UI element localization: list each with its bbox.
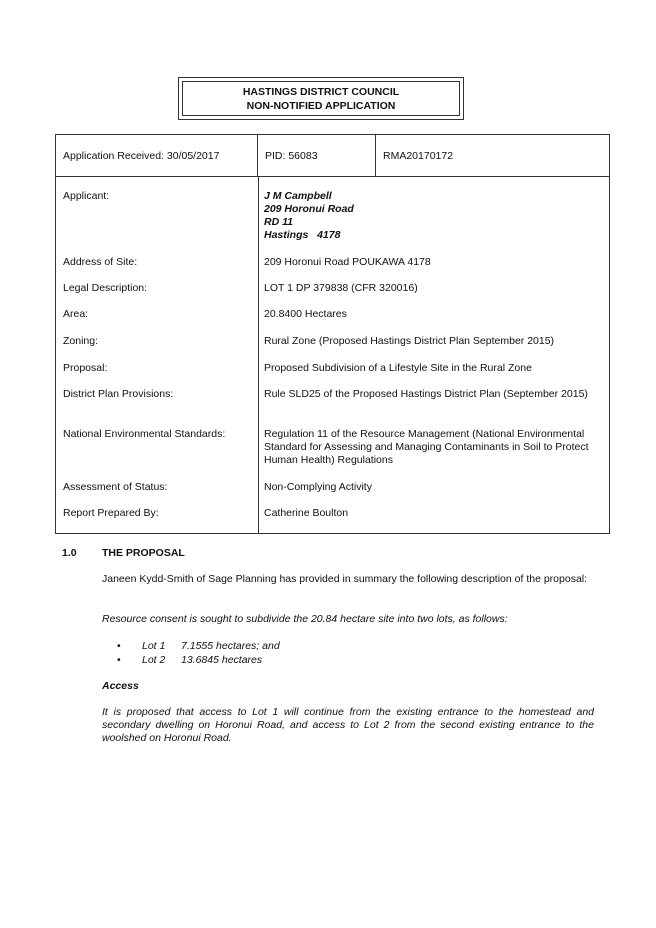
nes-value: Regulation 11 of the Resource Management (National Environmental Standard for Assessing and Managing Contaminants in Soil to Protect Human Health) Regulations: [264, 428, 589, 466]
status-value: Non-Complying Activity: [264, 481, 372, 493]
applicant-name: J M Campbell: [264, 190, 332, 202]
consent-text: Resource consent is sought to subdivide the 20.84 hectare site into two lots, as follows:: [102, 613, 508, 625]
table-header-row: [56, 135, 609, 177]
application-type: NON-NOTIFIED APPLICATION: [246, 99, 396, 112]
pid: PID: 56083: [258, 135, 376, 176]
district-plan-value: Rule SLD25 of the Proposed Hastings District Plan (September 2015): [264, 388, 588, 400]
lot-area: 7.1555 hectares; and: [181, 640, 280, 652]
district-plan-label: District Plan Provisions:: [63, 388, 174, 400]
area-value: 20.8400 Hectares: [264, 308, 347, 320]
legal-description-label: Legal Description:: [63, 282, 148, 294]
bullet-icon: •: [117, 640, 121, 652]
nes-label: National Environmental Standards:: [63, 428, 226, 440]
applicant-street: 209 Horonui Road: [264, 203, 354, 215]
zoning-label: Zoning:: [63, 335, 99, 347]
access-text: It is proposed that access to Lot 1 will continue from the existing entrance to the homestead and secondary dwelling on Horonui Road, and access to Lot 2 from the second existing entrance to the woolshed on Horonui Road.: [102, 706, 594, 744]
applicant-rd: RD 11: [264, 216, 293, 228]
section-heading: [62, 547, 185, 559]
address-value: 209 Horonui Road POUKAWA 4178: [264, 256, 431, 268]
application-details-table: [55, 134, 610, 534]
council-name: HASTINGS DISTRICT COUNCIL: [242, 85, 400, 98]
application-received: Application Received: 30/05/2017: [56, 135, 258, 176]
address-label: Address of Site:: [63, 256, 138, 268]
legal-description-value: LOT 1 DP 379838 (CFR 320016): [264, 282, 418, 294]
applicant-value: [264, 190, 604, 242]
applicant-town: Hastings 4178: [264, 229, 341, 241]
column-divider: [258, 176, 259, 533]
prepared-by-label: Report Prepared By:: [63, 507, 159, 519]
proposal-value: Proposed Subdivision of a Lifestyle Site in the Rural Zone: [264, 362, 532, 374]
prepared-by-value: Catherine Boulton: [264, 507, 349, 519]
section-title: THE PROPOSAL: [102, 547, 185, 559]
section-number: 1.0: [62, 547, 77, 559]
reference-number: RMA20170172: [383, 149, 454, 162]
status-label: Assessment of Status:: [63, 481, 168, 493]
proposal-label: Proposal:: [63, 362, 108, 374]
document-title: [182, 81, 460, 116]
applicant-label: Applicant:: [63, 190, 110, 202]
lot-area: 13.6845 hectares: [181, 654, 263, 666]
lot-name: Lot 1: [142, 640, 166, 652]
zoning-value: Rural Zone (Proposed Hastings District Plan September 2015): [264, 335, 555, 347]
access-heading: Access: [102, 680, 139, 692]
proposal-intro: Janeen Kydd-Smith of Sage Planning has provided in summary the following description of the proposal:: [102, 573, 588, 585]
bullet-icon: •: [117, 654, 121, 666]
document-title-box: [178, 77, 464, 120]
area-label: Area:: [63, 308, 89, 320]
lot-name: Lot 2: [142, 654, 166, 666]
